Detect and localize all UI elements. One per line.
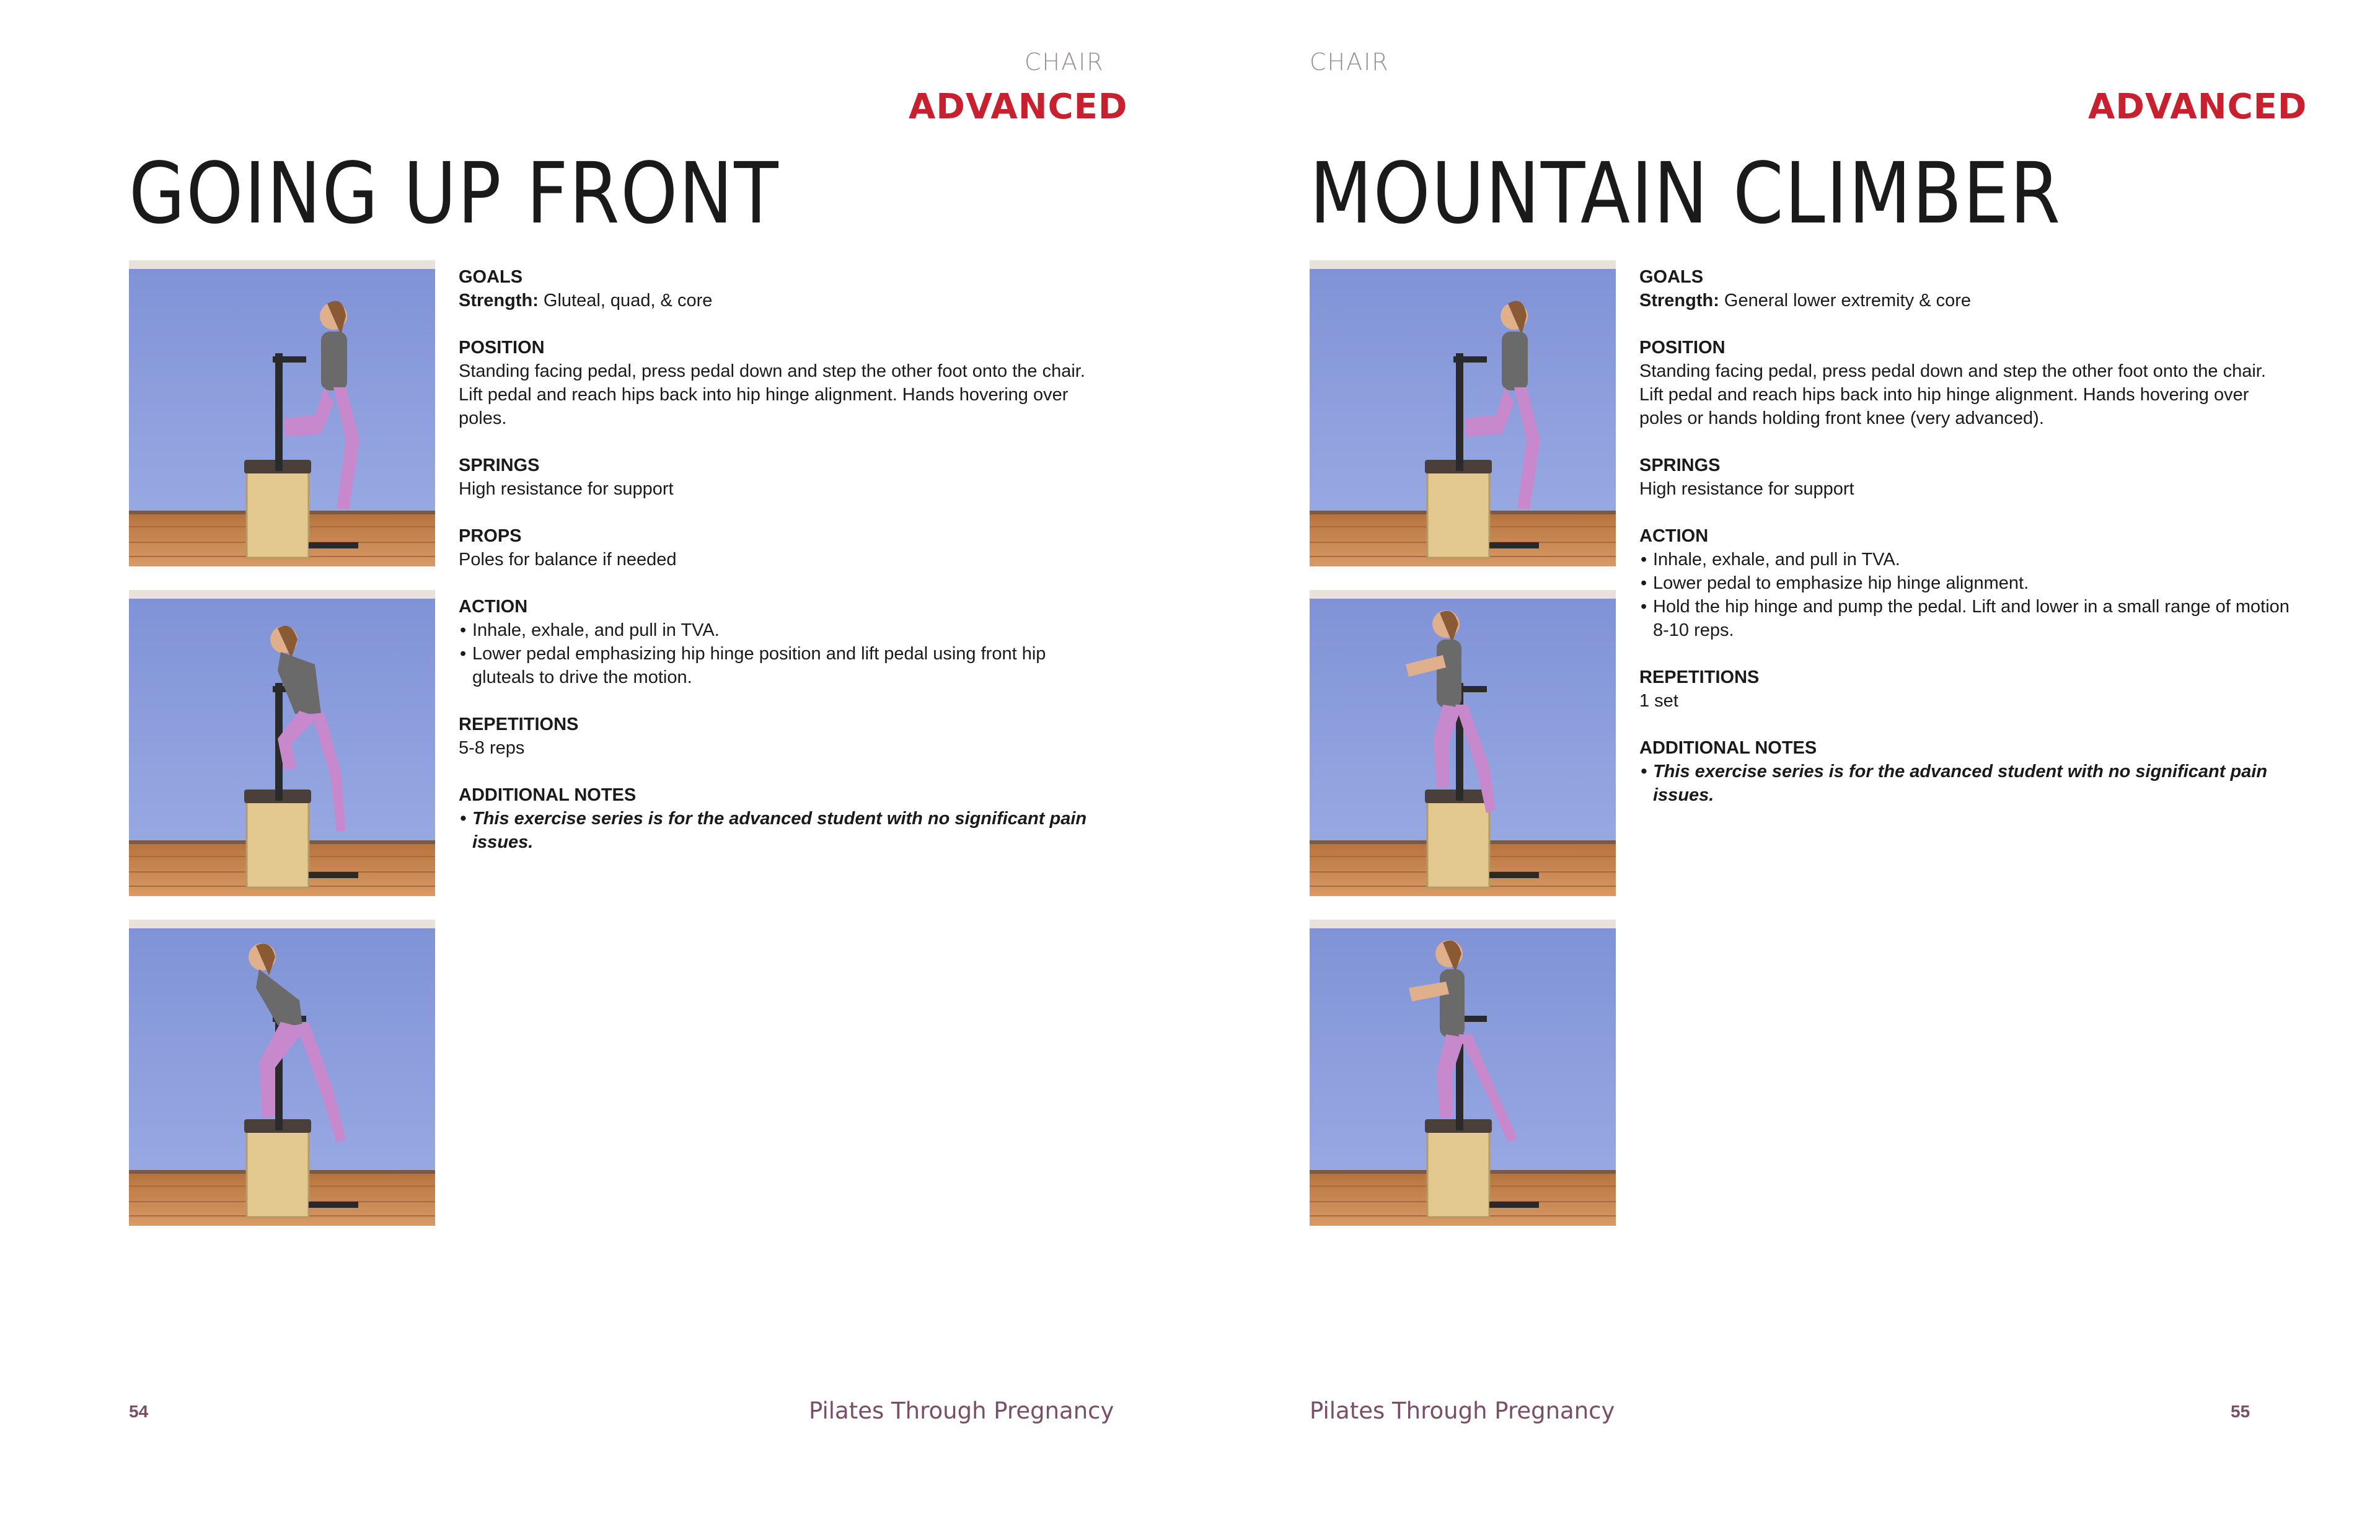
level-badge: ADVANCED — [909, 87, 1128, 127]
note-item: • This exercise series is for the advanced student with no significant pain issues. — [459, 807, 1109, 854]
position-section — [1639, 336, 2290, 430]
position-section — [459, 336, 1109, 430]
exercise-photo-2 — [129, 590, 435, 896]
notes-section — [459, 783, 1109, 854]
springs-section — [1639, 454, 2290, 501]
photo-scene — [129, 920, 435, 1226]
exercise-photo-3 — [1310, 920, 1616, 1226]
right-page — [1190, 0, 2380, 1540]
action-heading: ACTION — [1639, 526, 1709, 546]
photo-scene — [129, 260, 435, 566]
position-text: Standing facing pedal, press pedal down and step the other foot onto the chair. Lift pedal and reach hips back into hip hinge alignment. Hands hovering over poles. — [459, 361, 1085, 428]
exercise-photo-1 — [1310, 260, 1616, 566]
action-item: • Hold the hip hinge and pump the pedal. Lift and lower in a small range of motion 8-10 reps. — [1639, 595, 2290, 642]
exercise-photo-1 — [129, 260, 435, 566]
repetitions-text: 1 set — [1639, 691, 1678, 711]
action-item: • Lower pedal emphasizing hip hinge position and lift pedal using front hip gluteals to drive the motion. — [459, 642, 1109, 689]
action-section — [1639, 524, 2290, 642]
action-section — [459, 595, 1109, 689]
position-heading: POSITION — [1639, 338, 1726, 358]
note-item: • This exercise series is for the advanced student with no significant pain issues. — [1639, 760, 2290, 807]
springs-heading: SPRINGS — [1639, 455, 1721, 475]
section-label: CHAIR — [1310, 48, 1390, 76]
props-text: Poles for balance if needed — [459, 550, 677, 570]
notes-heading: ADDITIONAL NOTES — [1639, 738, 1817, 758]
props-heading: PROPS — [459, 526, 522, 546]
notes-heading: ADDITIONAL NOTES — [459, 785, 637, 805]
page-number: 54 — [129, 1402, 149, 1421]
goals-section — [1639, 265, 2290, 312]
goals-heading: GOALS — [459, 267, 523, 287]
exercise-photo-3 — [129, 920, 435, 1226]
springs-text: High resistance for support — [1639, 479, 1854, 499]
action-item: • Inhale, exhale, and pull in TVA. — [1639, 548, 2290, 571]
photo-scene — [1310, 590, 1616, 896]
running-title: Pilates Through Pregnancy — [1310, 1397, 1615, 1424]
springs-section — [459, 454, 1109, 501]
page-title: MOUNTAIN CLIMBER — [1310, 145, 2061, 243]
repetitions-heading: REPETITIONS — [1639, 667, 1760, 687]
position-text: Standing facing pedal, press pedal down and step the other foot onto the chair. Lift pedal and reach hips back into hip hinge alignment. Hands hovering over poles or hands holding front knee (very advanced). — [1639, 361, 2266, 428]
notes-section — [1639, 736, 2290, 807]
goals-text: Gluteal, quad, & core — [538, 291, 713, 310]
repetitions-section — [459, 713, 1109, 760]
springs-text: High resistance for support — [459, 479, 674, 499]
level-badge: ADVANCED — [2088, 87, 2307, 127]
goals-text: General lower extremity & core — [1719, 291, 1972, 310]
page-number: 55 — [2231, 1402, 2250, 1421]
position-heading: POSITION — [459, 338, 545, 358]
goals-label: Strength: — [1639, 291, 1719, 310]
repetitions-heading: REPETITIONS — [459, 715, 579, 734]
exercise-photo-2 — [1310, 590, 1616, 896]
page-title: GOING UP FRONT — [129, 145, 780, 243]
action-item: • Inhale, exhale, and pull in TVA. — [459, 618, 1109, 642]
goals-label: Strength: — [459, 291, 539, 310]
repetitions-section — [1639, 666, 2290, 713]
photo-scene — [129, 590, 435, 896]
photo-scene — [1310, 260, 1616, 566]
goals-heading: GOALS — [1639, 267, 1704, 287]
photo-scene — [1310, 920, 1616, 1226]
action-item: • Lower pedal to emphasize hip hinge alignment. — [1639, 571, 2290, 595]
section-label: CHAIR — [1025, 48, 1104, 76]
exercise-details — [459, 265, 1109, 878]
springs-heading: SPRINGS — [459, 455, 540, 475]
exercise-details — [1639, 265, 2290, 830]
props-section — [459, 524, 1109, 571]
goals-section — [459, 265, 1109, 312]
action-heading: ACTION — [459, 597, 528, 617]
running-title: Pilates Through Pregnancy — [809, 1397, 1114, 1424]
repetitions-text: 5-8 reps — [459, 738, 525, 758]
